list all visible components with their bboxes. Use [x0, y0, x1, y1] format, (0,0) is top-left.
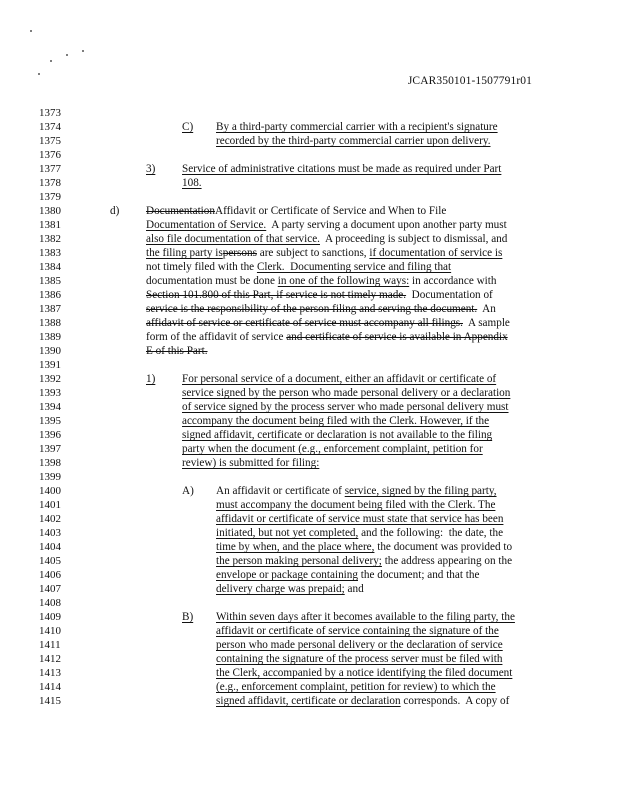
- underlined-text: Documentation of Service.: [146, 219, 267, 231]
- line-number: 1401: [39, 499, 61, 511]
- line-number: 1397: [39, 443, 61, 455]
- line-number: 1404: [39, 541, 61, 553]
- item-b-label: B): [182, 611, 194, 623]
- document-id-header: JCAR350101-1507791r01: [407, 75, 532, 87]
- plain-text: the document; and that the: [357, 569, 480, 581]
- text-line: the Clerk, accompanied by a notice identifying the filed document: [216, 667, 513, 679]
- line-number: 1376: [39, 149, 61, 161]
- text-line: [216, 484, 497, 498]
- line-number: 1409: [39, 611, 61, 623]
- text-line: Service of administrative citations must be made as required under Part: [182, 163, 502, 175]
- text-line: signed affidavit, certificate or declaration is not available to the filing: [182, 429, 493, 441]
- line-number: 1392: [39, 373, 61, 385]
- underlined-text: envelope or package containing: [216, 569, 358, 581]
- section-d-label: d): [110, 205, 120, 217]
- text-line: must accompany the document being filed with the Clerk. The: [216, 499, 496, 511]
- text-line: 108.: [182, 177, 202, 189]
- underlined-text: service, signed by the filing party,: [344, 485, 497, 497]
- text-line: [146, 218, 507, 232]
- line-number: 1399: [39, 471, 61, 483]
- plain-text: A proceeding is subject to dismissal, and: [319, 233, 508, 245]
- item-3-label: 3): [146, 163, 156, 175]
- underlined-text: signed affidavit, certificate or declaration: [216, 695, 401, 707]
- plain-text: An affidavit or certificate of: [216, 485, 345, 497]
- line-number: 1395: [39, 415, 61, 427]
- plain-text: corresponds. A copy of: [400, 695, 510, 707]
- text-line: [146, 274, 496, 288]
- text-line: review) is submitted for filing:: [182, 457, 320, 469]
- text-line: [146, 232, 507, 246]
- struck-text: service is the responsibility of the person filing and serving the document.: [146, 303, 478, 315]
- underlined-text: the filing party is: [146, 247, 223, 259]
- struck-text: persons: [222, 247, 257, 259]
- text-line: affidavit or certificate of service containing the signature of the: [216, 625, 499, 637]
- text-line: [216, 554, 512, 568]
- text-line: [146, 246, 502, 260]
- line-number: 1402: [39, 513, 61, 525]
- underlined-text: if documentation of service is: [369, 247, 503, 259]
- text-line: [216, 526, 503, 540]
- plain-text: not timely filed with the: [146, 261, 257, 273]
- line-number: 1374: [39, 121, 61, 133]
- plain-text: in accordance with: [409, 275, 497, 287]
- underlined-text: delivery charge was prepaid;: [216, 583, 345, 595]
- line-number: 1381: [39, 219, 61, 231]
- text-line: [146, 344, 208, 358]
- underlined-text: initiated, but not yet completed,: [216, 527, 359, 539]
- text-line: affidavit or certificate of service must state that service has been: [216, 513, 504, 525]
- text-line: [146, 316, 510, 330]
- line-number: 1412: [39, 653, 61, 665]
- text-line: By a third-party commercial carrier with a recipient's signature: [216, 121, 498, 133]
- struck-text: Section 101.800 of this Part, if service is not timely made.: [146, 289, 407, 301]
- text-line: service signed by the person who made personal delivery or a declaration: [182, 387, 511, 399]
- plain-text: and the following: the date, the: [358, 527, 504, 539]
- plain-text: A party serving a document upon another party must: [266, 219, 507, 231]
- text-line: (e.g., enforcement complaint, petition for review) to which the: [216, 681, 496, 693]
- line-number: 1406: [39, 569, 61, 581]
- line-number: 1398: [39, 457, 61, 469]
- line-number: 1393: [39, 387, 61, 399]
- plain-text: and: [344, 583, 364, 595]
- line-number: 1390: [39, 345, 61, 357]
- plain-text: the address appearing on the: [381, 555, 513, 567]
- text-line: [216, 568, 479, 582]
- line-number: 1375: [39, 135, 61, 147]
- line-number: 1405: [39, 555, 61, 567]
- line-number: 1380: [39, 205, 61, 217]
- plain-text: the document was provided to: [374, 541, 513, 553]
- text-line: of service signed by the process server who made personal delivery must: [182, 401, 509, 413]
- text-line: containing the signature of the process server must be filed with: [216, 653, 503, 665]
- underlined-text: the person making personal delivery;: [216, 555, 382, 567]
- underlined-text: also file documentation of that service.: [146, 233, 320, 245]
- underlined-text: time by when, and the place where,: [216, 541, 375, 553]
- struck-text: affidavit of service or certificate of service must accompany all filings.: [146, 317, 463, 329]
- plain-text: Documentation of: [406, 289, 493, 301]
- line-number: 1396: [39, 429, 61, 441]
- line-number: 1373: [39, 107, 61, 119]
- line-number: 1415: [39, 695, 61, 707]
- plain-text: An: [477, 303, 496, 315]
- text-line: [216, 582, 364, 596]
- text-line: [146, 260, 451, 274]
- underlined-text: in one of the following ways:: [277, 275, 410, 287]
- text-line: [146, 204, 446, 218]
- item-c-label: C): [182, 121, 194, 133]
- text-line: [216, 694, 509, 708]
- text-line: [146, 288, 493, 302]
- text-line: Within seven days after it becomes available to the filing party, the: [216, 611, 515, 623]
- text-line: person who made personal delivery or the declaration of service: [216, 639, 503, 651]
- item-a-label: A): [182, 485, 194, 497]
- struck-text: and certificate of service is available in Appendix: [286, 331, 508, 343]
- line-number: 1411: [39, 639, 61, 651]
- plain-text: documentation must be done: [146, 275, 278, 287]
- line-number: 1385: [39, 275, 61, 287]
- line-number: 1410: [39, 625, 61, 637]
- line-number: 1389: [39, 331, 61, 343]
- text-line: accompany the document being filed with the Clerk. However, if the: [182, 415, 490, 427]
- text-line: [146, 330, 508, 344]
- line-number: 1394: [39, 401, 61, 413]
- line-number: 1383: [39, 247, 61, 259]
- line-number: 1377: [39, 163, 61, 175]
- line-number: 1408: [39, 597, 61, 609]
- item-1-label: 1): [146, 373, 156, 385]
- line-number: 1403: [39, 527, 61, 539]
- plain-text: are subject to sanctions,: [256, 247, 370, 259]
- line-number: 1386: [39, 289, 61, 301]
- line-number: 1413: [39, 667, 61, 679]
- struck-text: E of this Part.: [146, 345, 208, 357]
- line-number: 1378: [39, 177, 61, 189]
- text-line: [216, 540, 512, 554]
- text-line: party when the document (e.g., enforcement complaint, petition for: [182, 443, 483, 455]
- plain-text: Affidavit or Certificate of Service and When to File: [214, 205, 447, 217]
- line-number: 1387: [39, 303, 61, 315]
- line-number: 1400: [39, 485, 61, 497]
- line-number: 1382: [39, 233, 61, 245]
- line-number: 1407: [39, 583, 61, 595]
- line-number: 1391: [39, 359, 61, 371]
- line-number: 1414: [39, 681, 61, 693]
- line-number: 1379: [39, 191, 61, 203]
- text-line: [146, 302, 496, 316]
- plain-text: form of the affidavit of service: [146, 331, 287, 343]
- line-number: 1384: [39, 261, 61, 273]
- line-number: 1388: [39, 317, 61, 329]
- struck-text: Documentation: [146, 205, 215, 217]
- text-line: For personal service of a document, either an affidavit or certificate of: [182, 373, 497, 385]
- underlined-text: Clerk. Documenting service and filing that: [256, 261, 452, 273]
- plain-text: A sample: [462, 317, 510, 329]
- text-line: recorded by the third-party commercial carrier upon delivery.: [216, 135, 491, 147]
